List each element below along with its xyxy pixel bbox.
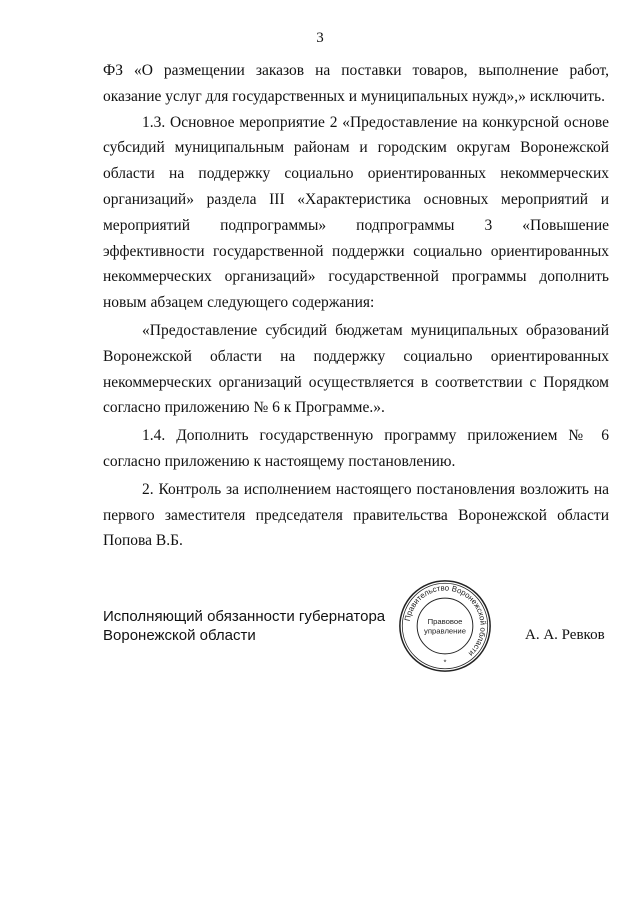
signatory-title-line-2: Воронежской области (103, 627, 256, 644)
signatory-name: А. А. Ревков (525, 627, 605, 643)
paragraph-4: 1.4. Дополнить государственную программу приложением № 6 согласно приложению к настоящему постановлению. (103, 427, 609, 470)
signatory-title (103, 607, 385, 645)
official-stamp (397, 578, 493, 674)
paragraph-3: «Предоставление субсидий бюджетам муниципальных образований Воронежской области на поддержку социально ориентированных некоммерческих организаций осуществляется в соответствии с Порядком согласно приложению № 6 к Программе.». (103, 321, 609, 417)
stamp-ring-text: Правительство Воронежской области (402, 583, 488, 659)
signatory-title-line-1: Исполняющий обязанности губернатора (103, 608, 386, 625)
paragraph-1: ФЗ «О размещении заказов на поставки товаров, выполнение работ, оказание услуг для государственных и муниципальных нужд»,» исключить. (103, 62, 609, 105)
paragraph-2: 1.3. Основное мероприятие 2 «Предоставление на конкурсной основе субсидий муниципальным районам и городским округам Воронежской области на поддержку социально ориентированных некоммерческих организаций» раздела III «Характеристика основных мероприятий и мероприятий подпрограммы» подпрограммы 3 «Повышение эффективности государственной поддержки социально ориентированных некоммерческих организаций» государственной программы дополнить новым абзацем следующего содержания: (103, 113, 609, 312)
paragraph-5: 2. Контроль за исполнением настоящего постановления возложить на первого заместителя председателя правительства Воронежской области Попова В.Б. (103, 480, 609, 550)
document-body (103, 58, 609, 554)
stamp-star-icon: * (443, 657, 447, 667)
stamp-center-line-1: Правовое (427, 617, 463, 627)
stamp-center-line-2: управление (424, 626, 466, 636)
page-number: 3 (316, 30, 324, 46)
